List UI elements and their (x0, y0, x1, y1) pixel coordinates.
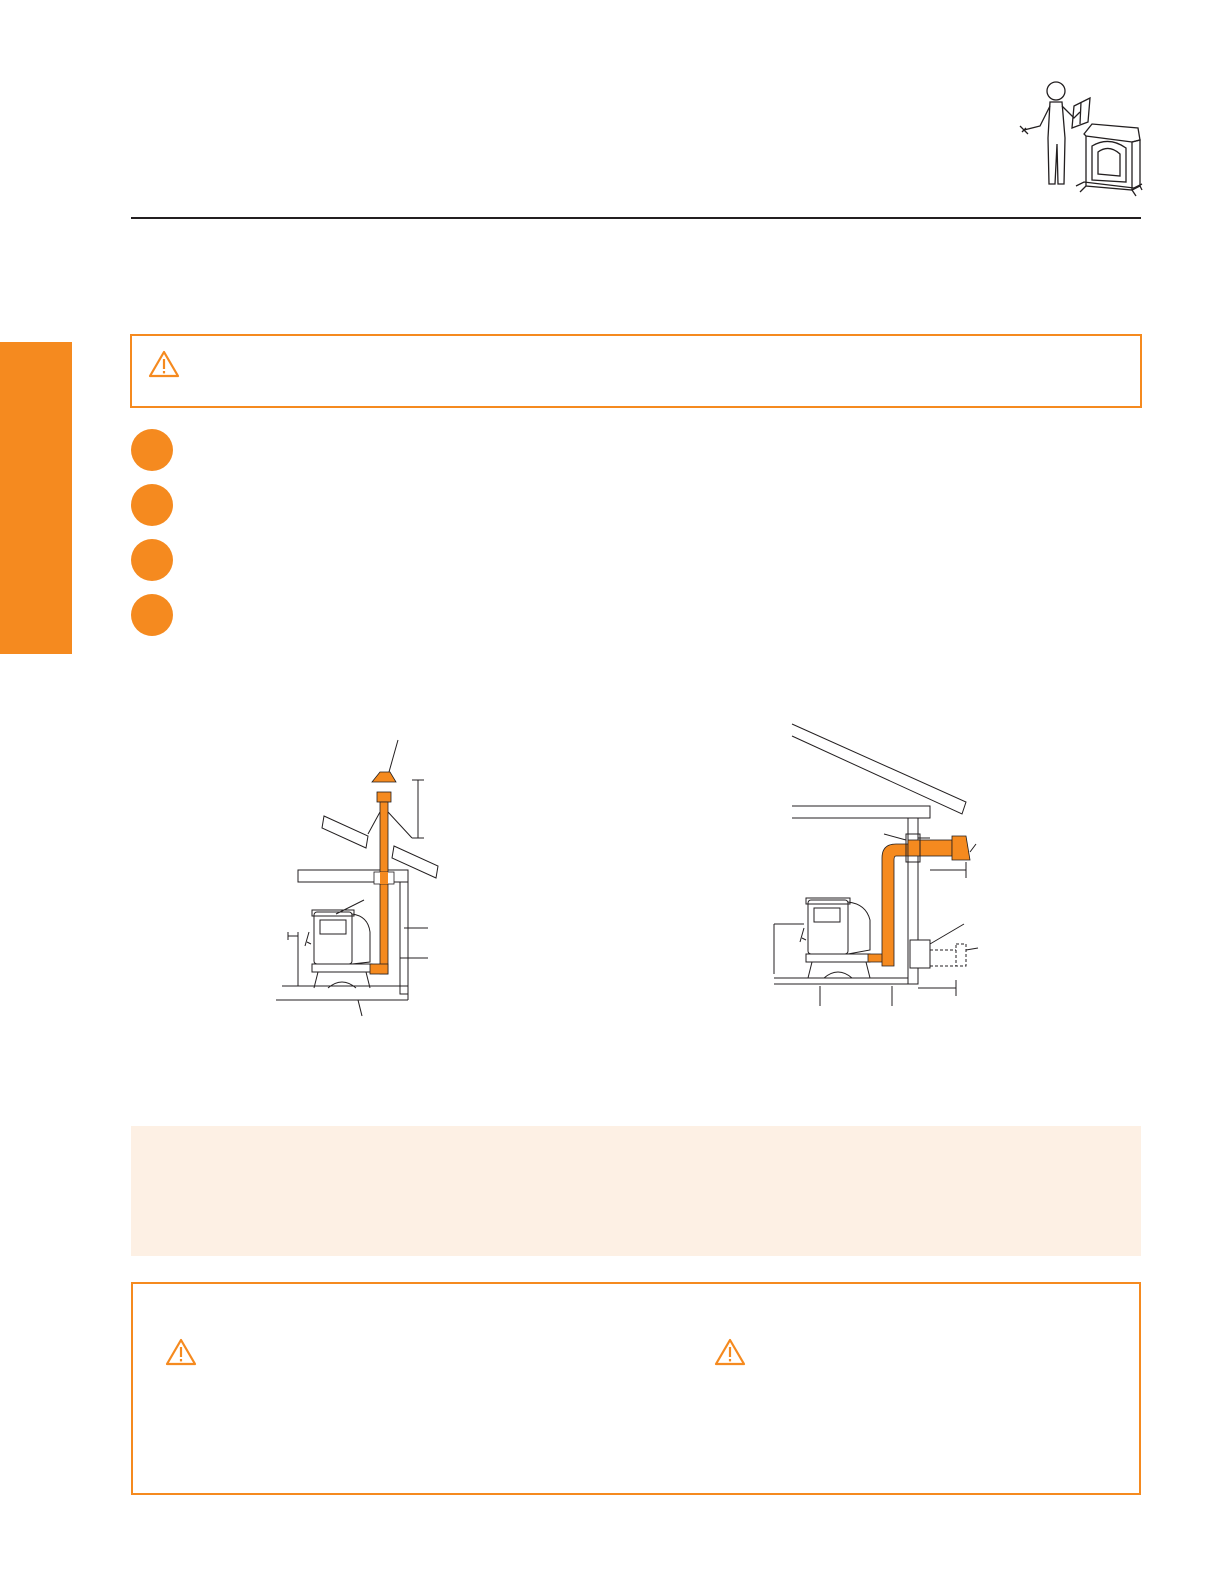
warning-triangle-icon (148, 350, 180, 378)
step-marker-3 (131, 539, 173, 581)
caution-box (131, 1282, 1141, 1495)
section-side-tab (0, 342, 72, 654)
step-marker-4 (131, 594, 173, 636)
note-box (131, 1126, 1141, 1256)
warning-triangle-icon (165, 1338, 197, 1366)
warning-box (130, 334, 1142, 408)
step-marker-1 (131, 429, 173, 471)
header-rule (131, 217, 1141, 219)
installer-illustration-icon (1014, 78, 1144, 216)
horizontal-vent-diagram (770, 722, 980, 1012)
vertical-vent-diagram (276, 736, 446, 1026)
step-marker-2 (131, 484, 173, 526)
warning-triangle-icon (714, 1338, 746, 1366)
